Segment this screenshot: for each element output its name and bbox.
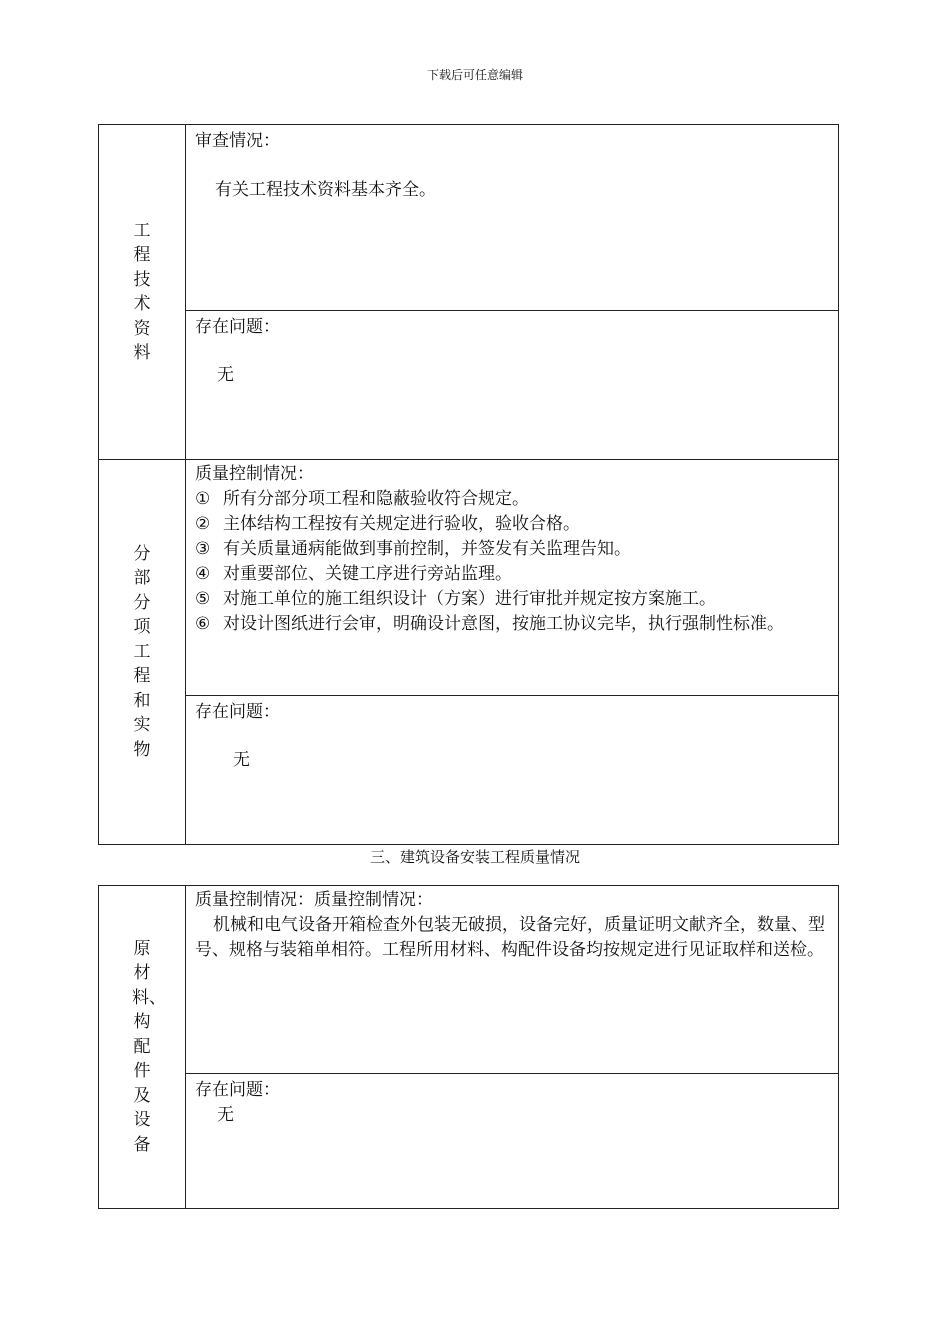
issues-text: 无 — [217, 365, 234, 385]
list-item: ⑤ 对施工单位的施工组织设计（方案）进行审批并规定按方案施工。 — [195, 589, 716, 609]
review-cell — [186, 125, 838, 310]
issues-text: 无 — [233, 750, 250, 770]
issues-cell — [186, 1073, 838, 1208]
row-label-tech-docs: 工程技术资料 — [133, 220, 151, 363]
issues-cell — [186, 310, 838, 459]
quality-control-cell — [186, 460, 838, 695]
table-quality-docs — [98, 124, 839, 845]
row-label-subprojects: 分部分项工程和实物 — [133, 543, 151, 760]
table-row-subprojects — [99, 459, 838, 844]
issues-text: 无 — [217, 1105, 234, 1125]
issues-title: 存在问题： — [195, 1080, 280, 1100]
table-equipment — [98, 885, 839, 1209]
quality-control-cell — [186, 886, 838, 1073]
table-row-tech-docs — [99, 125, 838, 459]
issues-title: 存在问题： — [195, 317, 280, 337]
list-item: ② 主体结构工程按有关规定进行验收，验收合格。 — [195, 514, 580, 534]
quality-control-title: 质量控制情况： — [195, 464, 314, 484]
list-item: ③ 有关质量通病能做到事前控制，并签发有关监理告知。 — [195, 539, 631, 559]
quality-control-text: 机械和电气设备开箱检查外包装无破损，设备完好，质量证明文献齐全，数量、型号、规格与装箱单相符。工程所用材料、构配件设备均按规定进行见证取样和送检。 — [195, 915, 825, 960]
list-item: ① 所有分部分项工程和隐蔽验收符合规定。 — [195, 489, 529, 509]
issues-cell — [186, 695, 838, 844]
page-header: 下载后可任意编辑 — [426, 68, 523, 82]
quality-control-list — [195, 487, 830, 637]
list-item: ④ 对重要部位、关键工序进行旁站监理。 — [195, 564, 512, 584]
table-row-materials — [99, 886, 838, 1208]
review-title: 审查情况： — [195, 131, 280, 151]
issues-title: 存在问题： — [195, 702, 280, 722]
list-item: ⑥ 对设计图纸进行会审，明确设计意图，按施工协议完毕，执行强制性标准。 — [195, 614, 784, 634]
section-title: 三、建筑设备安装工程质量情况 — [369, 848, 580, 866]
review-text: 有关工程技术资料基本齐全。 — [215, 180, 436, 200]
row-label-materials: 原材料、构配件及设备 — [132, 938, 166, 1155]
quality-control-title: 质量控制情况：质量控制情况： — [195, 890, 433, 910]
